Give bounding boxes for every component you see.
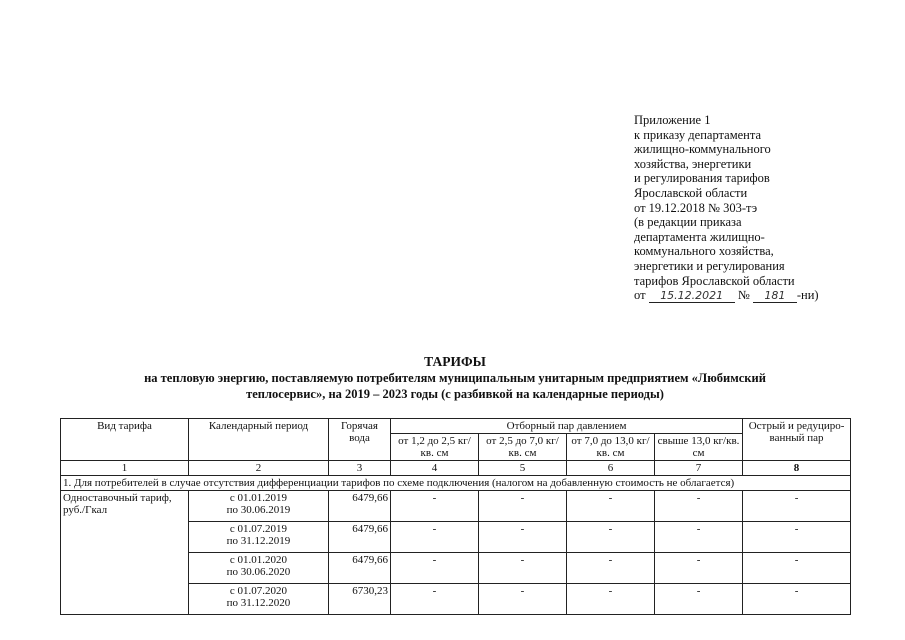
tariff-type-cell: Одноставочный тариф, руб./Гкал — [61, 491, 189, 615]
col-number: 2 — [189, 461, 329, 476]
period-to: по 30.06.2019 — [226, 504, 291, 516]
steam-2-value: - — [479, 553, 567, 584]
hot-water-value: 6479,66 — [329, 491, 391, 522]
steam-4-value: - — [655, 522, 743, 553]
steam-3-value: - — [567, 584, 655, 615]
title-subtitle-1: на тепловую энергию, поставляемую потребителям муниципальным унитарным предприятием «Любимский — [144, 371, 766, 385]
col-number: 1 — [61, 461, 189, 476]
steam-1-value: - — [391, 584, 479, 615]
col-number: 4 — [391, 461, 479, 476]
annex-line: Ярославской области — [634, 185, 748, 200]
header-period: Календарный период — [189, 419, 329, 461]
header-hot-water: Горячая вода — [329, 419, 391, 461]
sharp-steam-value: - — [743, 522, 851, 553]
annex-prefix: от — [634, 288, 646, 303]
period-to: по 30.06.2020 — [226, 566, 291, 578]
header-type: Вид тарифа — [61, 419, 189, 461]
header-steam-4: свыше 13,0 кг/кв. см — [655, 434, 743, 461]
header-steam-2: от 2,5 до 7,0 кг/кв. см — [479, 434, 567, 461]
period-cell — [189, 553, 329, 584]
annex-block — [634, 113, 819, 303]
col-number: 8 — [743, 461, 851, 476]
title-heading: ТАРИФЫ — [424, 354, 486, 369]
steam-2-value: - — [479, 491, 567, 522]
annex-line: Приложение 1 — [634, 113, 711, 127]
steam-3-value: - — [567, 522, 655, 553]
sharp-steam-value: - — [743, 491, 851, 522]
steam-4-value: - — [655, 553, 743, 584]
col-number: 6 — [567, 461, 655, 476]
header-steam-3: от 7,0 до 13,0 кг/кв. см — [567, 434, 655, 461]
annex-line: к приказу департамента — [634, 127, 762, 142]
col-number: 5 — [479, 461, 567, 476]
handwritten-date: 15.12.2021 — [649, 290, 735, 303]
annex-line: энергетики и регулирования — [634, 258, 785, 273]
header-row — [61, 419, 851, 434]
sharp-steam-value: - — [743, 584, 851, 615]
steam-4-value: - — [655, 491, 743, 522]
period-from: с 01.07.2019 — [229, 523, 288, 535]
section-title: 1. Для потребителей в случае отсутствия дифференциации тарифов по схеме подключения (налогом на добавленную стоимость не облагается) — [61, 476, 851, 491]
annex-line: жилищно-коммунального — [634, 142, 771, 157]
handwritten-number: 181 — [753, 290, 797, 303]
col-number: 3 — [329, 461, 391, 476]
steam-2-value: - — [479, 522, 567, 553]
period-to: по 31.12.2019 — [226, 535, 291, 547]
hot-water-value: 6479,66 — [329, 522, 391, 553]
period-from: с 01.01.2020 — [229, 554, 288, 566]
steam-2-value: - — [479, 584, 567, 615]
hot-water-value: 6479,66 — [329, 553, 391, 584]
title-subtitle-2: теплосервис», на 2019 – 2023 годы (с разбивкой на календарные периоды) — [246, 387, 664, 401]
annex-line: хозяйства, энергетики — [634, 156, 752, 171]
annex-line: от 19.12.2018 № 303-тэ — [634, 200, 758, 215]
column-numbers-row — [61, 461, 851, 476]
header-steam-1: от 1,2 до 2,5 кг/кв. см — [391, 434, 479, 461]
tariffs-table — [60, 418, 851, 615]
annex-line: тарифов Ярославской области — [634, 273, 795, 288]
period-from: с 01.07.2020 — [229, 585, 288, 597]
document-title — [60, 354, 850, 402]
header-steam: Отборный пар давлением — [391, 419, 743, 434]
steam-1-value: - — [391, 522, 479, 553]
steam-1-value: - — [391, 491, 479, 522]
steam-3-value: - — [567, 491, 655, 522]
period-cell — [189, 584, 329, 615]
period-cell — [189, 491, 329, 522]
table-row — [61, 491, 851, 522]
steam-3-value: - — [567, 553, 655, 584]
period-cell — [189, 522, 329, 553]
annex-number-sign: № — [737, 288, 750, 303]
annex-last-line — [634, 288, 819, 303]
steam-4-value: - — [655, 584, 743, 615]
annex-line: и регулирования тарифов — [634, 171, 770, 186]
annex-suffix: -ни) — [796, 288, 819, 303]
annex-line: департамента жилищно- — [634, 229, 765, 244]
col-number: 7 — [655, 461, 743, 476]
period-to: по 31.12.2020 — [226, 597, 291, 609]
steam-1-value: - — [391, 553, 479, 584]
period-from: с 01.01.2019 — [229, 492, 288, 504]
hot-water-value: 6730,23 — [329, 584, 391, 615]
section-row — [61, 476, 851, 491]
sharp-steam-value: - — [743, 553, 851, 584]
annex-line: (в редакции приказа — [634, 215, 742, 230]
header-sharp-steam: Острый и редуциро-ванный пар — [743, 419, 851, 461]
annex-line: коммунального хозяйства, — [634, 244, 774, 259]
